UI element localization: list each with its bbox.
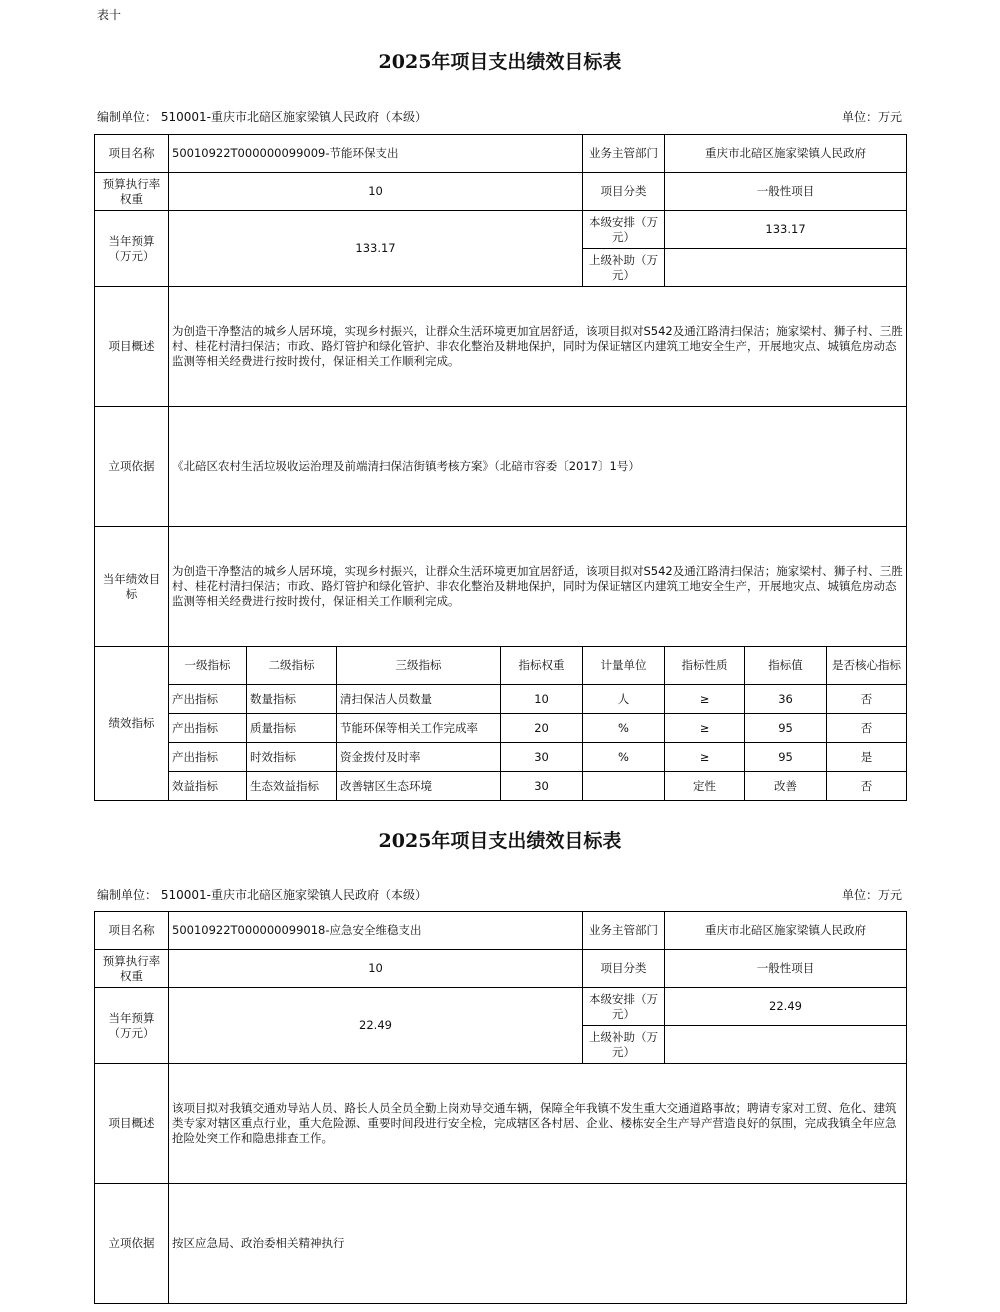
dept-value: 重庆市北碚区施家梁镇人民政府 — [665, 912, 907, 950]
header-level1: 一级指标 — [169, 647, 247, 685]
upper-subsidy-label: 上级补助（万元） — [583, 1026, 665, 1064]
budget-label: 当年预算（万元） — [95, 211, 169, 287]
dept-label: 业务主管部门 — [583, 912, 665, 950]
header-nature: 指标性质 — [665, 647, 745, 685]
indicator-unit — [583, 772, 665, 801]
weight-label: 预算执行率权重 — [95, 173, 169, 211]
indicators-label: 绩效指标 — [95, 647, 169, 801]
upper-subsidy-value — [665, 1026, 907, 1064]
weight-value: 10 — [169, 173, 583, 211]
indicator-value: 改善 — [745, 772, 827, 801]
header-core: 是否核心指标 — [827, 647, 907, 685]
overview-value: 为创造干净整洁的城乡人居环境，实现乡村振兴，让群众生活环境更加宜居舒适，该项目拟对S542及通江路清扫保洁；施家梁村、狮子村、三胜村、桂花村清扫保洁；市政、路灯管护和绿化管护、非农化整治及耕地保护，同时为保证辖区内建筑工地安全生产，开展地灾点、城镇危房动态监测等相关经费进行按时拨付，保证相关工作顺利完成。 — [169, 287, 907, 407]
indicator-nature: ≥ — [665, 714, 745, 743]
budget-label: 当年预算（万元） — [95, 988, 169, 1064]
header-level3: 三级指标 — [337, 647, 501, 685]
indicator-value: 95 — [745, 743, 827, 772]
table-row — [95, 714, 907, 743]
unit-label: 单位：万元 — [841, 110, 902, 124]
compiler-value: 510001-重庆市北碚区施家梁镇人民政府（本级） — [160, 888, 427, 902]
weight-value: 10 — [169, 950, 583, 988]
weight-row — [95, 950, 907, 988]
indicator-core: 否 — [827, 714, 907, 743]
indicator-level2: 生态效益指标 — [247, 772, 337, 801]
own-arrange-value: 133.17 — [665, 211, 907, 249]
category-value: 一般性项目 — [665, 950, 907, 988]
budget-value: 133.17 — [169, 211, 583, 287]
project-name-row — [95, 912, 907, 950]
header-weight: 指标权重 — [501, 647, 583, 685]
indicator-level3: 资金拨付及时率 — [337, 743, 501, 772]
indicator-weight: 10 — [501, 685, 583, 714]
compiler-label: 编制单位： — [97, 888, 158, 902]
table-number: 表十 — [97, 8, 122, 22]
form2-table — [94, 911, 907, 1304]
header-level2: 二级指标 — [247, 647, 337, 685]
category-label: 项目分类 — [583, 173, 665, 211]
category-label: 项目分类 — [583, 950, 665, 988]
indicator-unit: % — [583, 714, 665, 743]
indicator-core: 否 — [827, 772, 907, 801]
basis-row — [95, 407, 907, 527]
indicator-header-row — [95, 647, 907, 685]
indicator-core: 是 — [827, 743, 907, 772]
dept-label: 业务主管部门 — [583, 135, 665, 173]
unit-label: 单位：万元 — [841, 888, 902, 902]
form1-meta-row — [97, 108, 905, 125]
overview-row — [95, 287, 907, 407]
indicator-weight: 30 — [501, 743, 583, 772]
own-arrange-value: 22.49 — [665, 988, 907, 1026]
indicator-unit: 人 — [583, 685, 665, 714]
own-arrange-label: 本级安排（万元） — [583, 211, 665, 249]
indicator-value: 36 — [745, 685, 827, 714]
form1-title: 2025年项目支出绩效目标表 — [378, 51, 622, 73]
overview-label: 项目概述 — [95, 1064, 169, 1184]
budget-value: 22.49 — [169, 988, 583, 1064]
dept-value: 重庆市北碚区施家梁镇人民政府 — [665, 135, 907, 173]
project-name-value: 50010922T000000099018-应急安全维稳支出 — [169, 912, 583, 950]
indicator-level2: 质量指标 — [247, 714, 337, 743]
budget-row — [95, 211, 907, 249]
indicator-level2: 时效指标 — [247, 743, 337, 772]
table-row — [95, 685, 907, 714]
indicator-weight: 20 — [501, 714, 583, 743]
indicator-core: 否 — [827, 685, 907, 714]
table-row — [95, 772, 907, 801]
indicator-level2: 数量指标 — [247, 685, 337, 714]
indicator-level3: 节能环保等相关工作完成率 — [337, 714, 501, 743]
header-unit: 计量单位 — [583, 647, 665, 685]
header-value: 指标值 — [745, 647, 827, 685]
budget-row — [95, 988, 907, 1026]
form1-table — [94, 134, 907, 801]
project-name-label: 项目名称 — [95, 135, 169, 173]
indicator-level1: 产出指标 — [169, 685, 247, 714]
upper-subsidy-label: 上级补助（万元） — [583, 249, 665, 287]
weight-label: 预算执行率权重 — [95, 950, 169, 988]
project-name-value: 50010922T000000099009-节能环保支出 — [169, 135, 583, 173]
indicator-level1: 产出指标 — [169, 714, 247, 743]
basis-value: 《北碚区农村生活垃圾收运治理及前端清扫保洁街镇考核方案》（北碚市容委〔2017〕1号） — [169, 407, 907, 527]
upper-subsidy-value — [665, 249, 907, 287]
basis-label: 立项依据 — [95, 1184, 169, 1304]
indicator-weight: 30 — [501, 772, 583, 801]
indicator-level3: 改善辖区生态环境 — [337, 772, 501, 801]
basis-value: 按区应急局、政治委相关精神执行 — [169, 1184, 907, 1304]
indicator-level3: 清扫保洁人员数量 — [337, 685, 501, 714]
compiler-label: 编制单位： — [97, 110, 158, 124]
indicator-nature: ≥ — [665, 743, 745, 772]
overview-value: 该项目拟对我镇交通劝导站人员、路长人员全员全勤上岗劝导交通车辆，保障全年我镇不发生重大交通道路事故；聘请专家对工贸、危化、建筑类专家对辖区重点行业，重大危险源、重要时间段进行安全检，完成辖区各村居、企业、楼栋安全生产导产营造良好的氛围，完成我镇全年应急抢险处突工作和隐患排查工作。 — [169, 1064, 907, 1184]
indicator-nature: ≥ — [665, 685, 745, 714]
indicator-value: 95 — [745, 714, 827, 743]
goal-row — [95, 527, 907, 647]
project-name-row — [95, 135, 907, 173]
indicator-unit: % — [583, 743, 665, 772]
basis-row — [95, 1184, 907, 1304]
own-arrange-label: 本级安排（万元） — [583, 988, 665, 1026]
form2-title: 2025年项目支出绩效目标表 — [378, 830, 622, 852]
indicator-nature: 定性 — [665, 772, 745, 801]
indicator-level1: 效益指标 — [169, 772, 247, 801]
overview-row — [95, 1064, 907, 1184]
weight-row — [95, 173, 907, 211]
basis-label: 立项依据 — [95, 407, 169, 527]
indicator-level1: 产出指标 — [169, 743, 247, 772]
table-row — [95, 743, 907, 772]
overview-label: 项目概述 — [95, 287, 169, 407]
compiler-value: 510001-重庆市北碚区施家梁镇人民政府（本级） — [160, 110, 427, 124]
project-name-label: 项目名称 — [95, 912, 169, 950]
category-value: 一般性项目 — [665, 173, 907, 211]
goal-label: 当年绩效目标 — [95, 527, 169, 647]
goal-value: 为创造干净整洁的城乡人居环境，实现乡村振兴，让群众生活环境更加宜居舒适，该项目拟对S542及通江路清扫保洁；施家梁村、狮子村、三胜村、桂花村清扫保洁；市政、路灯管护和绿化管护、非农化整治及耕地保护，同时为保证辖区内建筑工地安全生产，开展地灾点、城镇危房动态监测等相关经费进行按时拨付，保证相关工作顺利完成。 — [169, 527, 907, 647]
form2-meta-row — [97, 886, 905, 903]
